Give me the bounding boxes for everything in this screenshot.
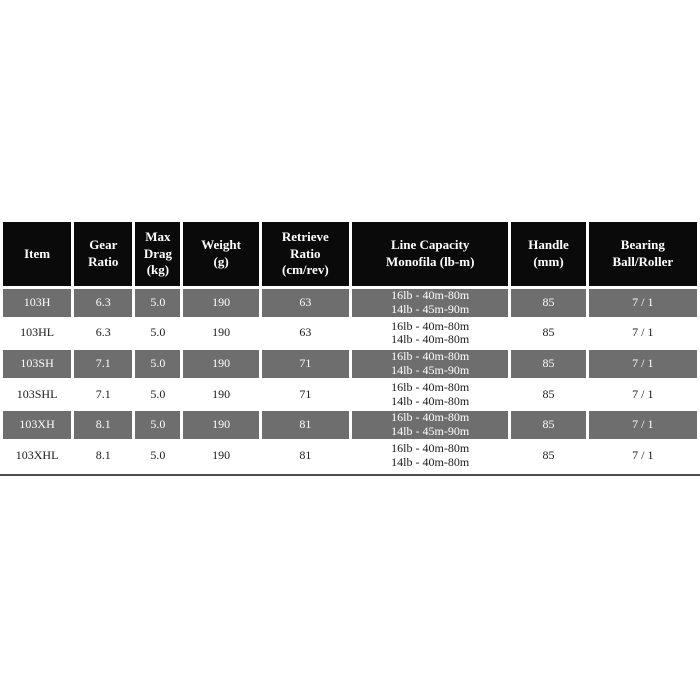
cell-gear-ratio: 8.1 bbox=[74, 411, 132, 439]
cell-bearing: 7 / 1 bbox=[589, 350, 697, 378]
cell-item: 103HL bbox=[3, 320, 71, 348]
cell-handle: 85 bbox=[511, 350, 585, 378]
cell-line-capacity bbox=[352, 289, 508, 317]
cell-max-drag: 5.0 bbox=[135, 442, 180, 470]
cell-retrieve-ratio: 71 bbox=[262, 381, 349, 409]
spec-table-wrap bbox=[0, 219, 700, 476]
cell-max-drag: 5.0 bbox=[135, 289, 180, 317]
line-capacity-line: 16lb - 40m-80m bbox=[391, 288, 470, 302]
header-label-line: Ratio bbox=[290, 245, 321, 261]
line-capacity-line: 16lb - 40m-80m bbox=[391, 349, 470, 364]
cell-weight: 190 bbox=[183, 350, 258, 378]
header-cell-weight bbox=[183, 222, 258, 286]
line-capacity-line: 16lb - 40m-80m bbox=[391, 410, 470, 425]
cell-weight: 190 bbox=[183, 289, 258, 317]
reel-spec-table bbox=[0, 219, 700, 473]
header-cell-handle bbox=[511, 222, 585, 286]
header-cell-item bbox=[3, 222, 71, 286]
cell-bearing: 7 / 1 bbox=[589, 442, 697, 470]
line-capacity-line: 14lb - 40m-80m bbox=[391, 332, 470, 347]
cell-line-capacity bbox=[352, 320, 508, 348]
header-label-line: (g) bbox=[213, 254, 229, 269]
cell-gear-ratio: 6.3 bbox=[74, 289, 132, 317]
spec-table-body bbox=[3, 289, 697, 470]
cell-gear-ratio: 7.1 bbox=[74, 350, 132, 378]
cell-handle: 85 bbox=[511, 289, 585, 317]
header-label-line: (cm/rev) bbox=[281, 262, 329, 278]
header-label-line: Bearing bbox=[620, 237, 665, 253]
header-label-line: (kg) bbox=[146, 262, 170, 278]
header-row bbox=[3, 222, 697, 286]
cell-max-drag: 5.0 bbox=[135, 350, 180, 378]
table-row-103H bbox=[3, 289, 697, 317]
table-bottom-rule bbox=[0, 474, 700, 476]
header-label-line: Item bbox=[24, 245, 51, 261]
header-cell-line-capacity bbox=[352, 222, 508, 286]
cell-weight: 190 bbox=[183, 411, 258, 439]
header-label-line: (mm) bbox=[533, 254, 564, 269]
header-label-line: Monofila (lb-m) bbox=[385, 254, 475, 269]
cell-item: 103XH bbox=[3, 411, 71, 439]
cell-retrieve-ratio: 63 bbox=[262, 320, 349, 348]
line-capacity-line: 14lb - 40m-80m bbox=[391, 454, 470, 469]
line-capacity-line: 16lb - 40m-80m bbox=[391, 440, 470, 455]
cell-retrieve-ratio: 71 bbox=[262, 350, 349, 378]
cell-line-capacity bbox=[352, 350, 508, 378]
header-cell-max-drag bbox=[135, 222, 180, 286]
cell-line-capacity bbox=[352, 411, 508, 439]
cell-line-capacity bbox=[352, 381, 508, 409]
line-capacity-line: 14lb - 45m-90m bbox=[391, 301, 470, 316]
cell-max-drag: 5.0 bbox=[135, 381, 180, 409]
cell-bearing: 7 / 1 bbox=[589, 320, 697, 348]
header-label-line: Drag bbox=[143, 245, 172, 261]
line-capacity-line: 16lb - 40m-80m bbox=[391, 379, 470, 394]
header-label-line: Retrieve bbox=[281, 228, 329, 244]
cell-weight: 190 bbox=[183, 442, 258, 470]
cell-handle: 85 bbox=[511, 320, 585, 348]
header-label-line: Gear bbox=[89, 237, 118, 253]
header-label-line: Ratio bbox=[88, 254, 119, 269]
table-row-103XH bbox=[3, 411, 697, 439]
cell-gear-ratio: 6.3 bbox=[74, 320, 132, 348]
cell-gear-ratio: 7.1 bbox=[74, 381, 132, 409]
cell-item: 103H bbox=[3, 289, 71, 317]
header-label-line: Ball/Roller bbox=[612, 254, 674, 269]
cell-item: 103XHL bbox=[3, 442, 71, 470]
line-capacity-line: 14lb - 40m-80m bbox=[391, 393, 470, 408]
cell-retrieve-ratio: 63 bbox=[262, 289, 349, 317]
line-capacity-line: 14lb - 45m-90m bbox=[391, 424, 470, 439]
cell-handle: 85 bbox=[511, 411, 585, 439]
cell-handle: 85 bbox=[511, 442, 585, 470]
cell-item: 103SH bbox=[3, 350, 71, 378]
cell-retrieve-ratio: 81 bbox=[262, 411, 349, 439]
cell-handle: 85 bbox=[511, 381, 585, 409]
cell-bearing: 7 / 1 bbox=[589, 381, 697, 409]
cell-weight: 190 bbox=[183, 320, 258, 348]
header-label-line: Weight bbox=[201, 237, 241, 253]
cell-retrieve-ratio: 81 bbox=[262, 442, 349, 470]
cell-gear-ratio: 8.1 bbox=[74, 442, 132, 470]
cell-max-drag: 5.0 bbox=[135, 411, 180, 439]
cell-item: 103SHL bbox=[3, 381, 71, 409]
cell-line-capacity bbox=[352, 442, 508, 470]
cell-max-drag: 5.0 bbox=[135, 320, 180, 348]
table-row-103HL bbox=[3, 320, 697, 348]
header-label-line: Max bbox=[145, 228, 171, 244]
table-row-103SH bbox=[3, 350, 697, 378]
line-capacity-line: 14lb - 45m-90m bbox=[391, 362, 470, 377]
cell-weight: 190 bbox=[183, 381, 258, 409]
line-capacity-line: 16lb - 40m-80m bbox=[391, 318, 470, 333]
cell-bearing: 7 / 1 bbox=[589, 289, 697, 317]
header-label-line: Handle bbox=[528, 237, 569, 253]
header-label-line: Line Capacity bbox=[390, 237, 470, 253]
header-cell-gear-ratio bbox=[74, 222, 132, 286]
header-cell-retrieve-ratio bbox=[262, 222, 349, 286]
table-row-103SHL bbox=[3, 381, 697, 409]
table-row-103XHL bbox=[3, 442, 697, 470]
header-cell-bearing bbox=[589, 222, 697, 286]
cell-bearing: 7 / 1 bbox=[589, 411, 697, 439]
